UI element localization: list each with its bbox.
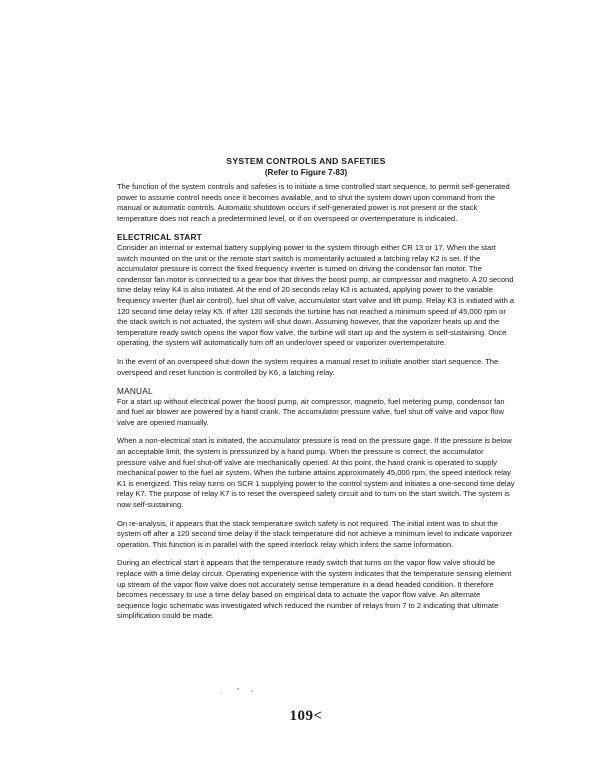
intro-paragraph: The function of the system controls and safeties is to initiate a time controlled start sequence, to permit self-generated power to assume control needs once it becomes available, and to shut the system down upon command from the manual or automatic controls. Automatic shutdown occurs if self-generated power is not present or the stack temperature does not reach a predetermined level, or if on overspeed or overtemperature is indicated. bbox=[117, 182, 510, 223]
page-number: 109< bbox=[289, 708, 323, 724]
section-heading-manual: MANUAL bbox=[117, 386, 153, 397]
paragraph: When a non-electrical start is initiated, the accumulator pressure is read on the pressure gage. If the pressure is below an acceptable limit, the system is pressurized by a hand pump. When the pressure is correct, the accumulator pressure valve and fuel shut-off valve are mechanically opened. At this point, the hand crank is operated to supply mechanical power to the fuel air system. When the turbine attains approximately 45,000 rpm, the speed interlock relay K1 is energized. This relay turns on SCR 1 supplying power to the control system and initiates a one-second time delay relay K7. The purpose of relay K7 is to reset the overspeed safety circuit and to turn on the start switch. The system is now self-sustaining. bbox=[117, 436, 515, 510]
figure-reference: (Refer to Figure 7-83) bbox=[264, 168, 348, 177]
paragraph: Consider an internal or external battery supplying power to the system through either CR 13 or 17. When the start switch mounted on the unit or the remote start switch is momentarily actuated a latching relay K2 is set. If the accumulator pressure is correct the fixed frequency inverter is turned on driving the condensor fan motor. The condensor fan motor is connected to a gear box that drives the boost pump, air compressor and magneto. A 20 second time delay relay K4 is also initiated. At the end of 20 seconds relay K3 is actuated, applying power to the variable frequency inverter (fuel air control), fuel shut off valve, accumulator start valve and lift pump. Relay K3 is initiated with a 120 second time delay relay K5. If after 120 seconds the turbine has not reached a minimum speed of 45,000 rpm or the stack switch is not actuated, the system will shut down. Assuming however, that the vaporizer heats up and the temperature ready switch opens the vapor flow valve, the turbine will start up and the system is self-sustaining. Once operating, the system will automatically turn off an under/over speed or vaporizer overtemperature. bbox=[117, 242, 515, 348]
paragraph: In the event of an overspeed shut-down the system requires a manual reset to initiate another start sequence. The overspeed and reset function is controlled by K6, a latching relay. bbox=[117, 356, 499, 377]
section-heading-electrical-start: ELECTRICAL START bbox=[117, 232, 202, 243]
paragraph: During an electrical start it appears that the temperature ready switch that turns on the vapor flow valve should be replace with a time delay circuit. Operating experience with the system indicates that the temperature sensing element up stream of the vapor flow valve does not accurately sense temperature in a dead headed condition. It therefore becomes necessary to use a time delay based on empirical data to actuate the vapor flow valve. An alternate sequence logic schematic was investigated which reduced the number of relays from 7 to 2 indicating that ultimate simplification could be made. bbox=[117, 558, 512, 621]
speck bbox=[237, 688, 238, 689]
paragraph: On re-analysis, it appears that the stack temperature switch safety is not required. The initial intent was to shut the system off after a 120 second time delay if the stack temperature did not achieve a minimum level to indicate vaporizer operation. This function is in parallel with the speed interlock relay which infers the same information. bbox=[117, 518, 513, 549]
speck bbox=[251, 690, 252, 691]
speck bbox=[221, 693, 222, 694]
page-title: SYSTEM CONTROLS AND SAFETIES bbox=[226, 156, 386, 166]
paragraph: For a start up without electrical power the boost pump, air compressor, magneto, fuel metering pump, condensor fan and fuel air blower are powered by a hand crank. The accumulator pressure valve, fuel shut off valve and vapor flow valve are opened manually. bbox=[117, 396, 505, 427]
